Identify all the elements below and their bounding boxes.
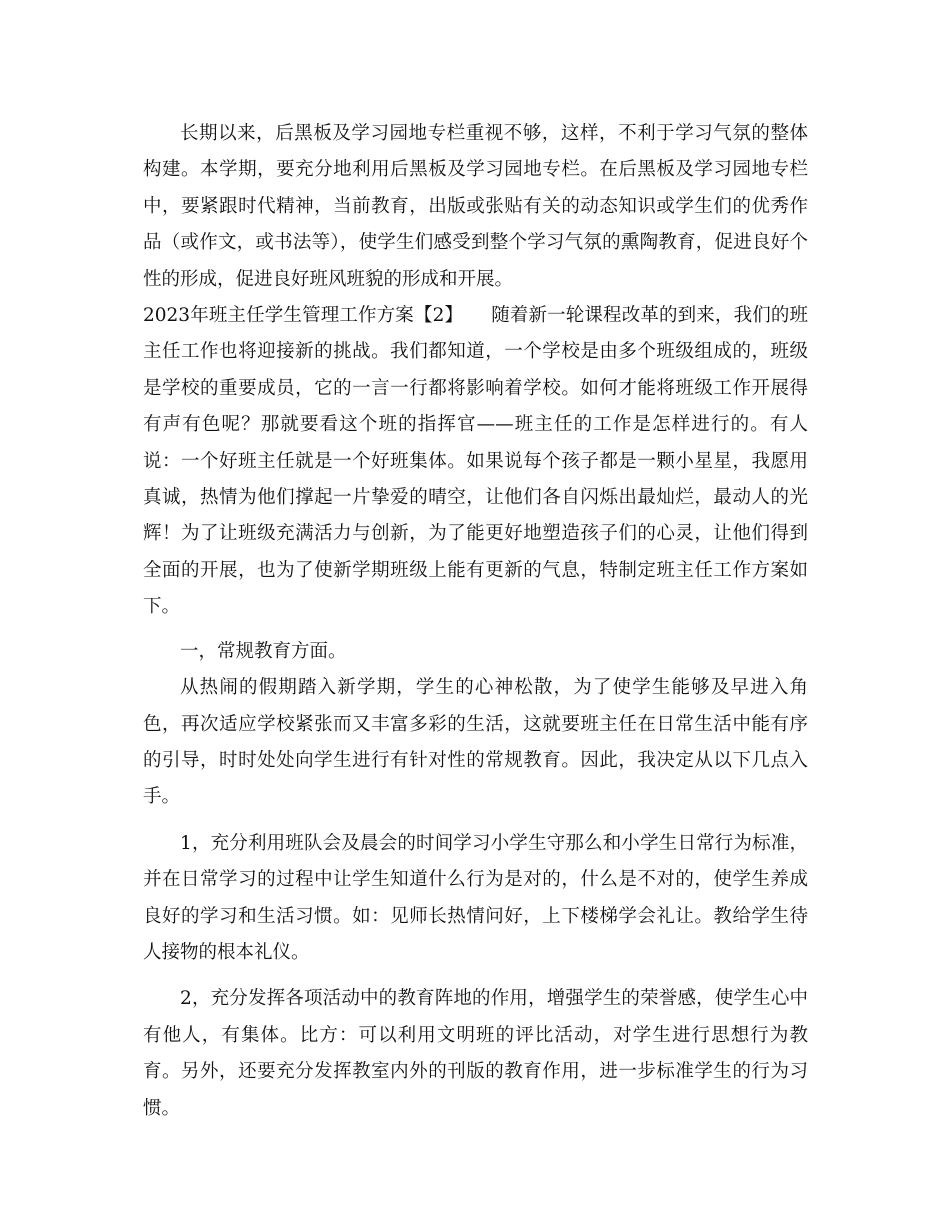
document-body <box>143 116 808 1127</box>
paragraph-plan-intro: 2023年班主任学生管理工作方案【2】 随着新一轮课程改革的到来，我们的班主任工作也将迎接新的挑战。我们都知道，一个学校是由多个班级组成的，班级是学校的重要成员，它的一言一行都将影响着学校。如何才能将班级工作开展得有声有色呢？那就要看这个班的指挥官——班主任的工作是怎样进行的。有人说：一个好班主任就是一个好班集体。如果说每个孩子都是一颗小星星，我愿用真诚，热情为他们撑起一片挚爱的晴空，让他们各自闪烁出最灿烂，最动人的光辉！为了让班级充满活力与创新，为了能更好地塑造孩子们的心灵，让他们得到全面的开展，也为了使新学期班级上能有更新的气息，特制定班主任工作方案如下。 <box>143 305 808 618</box>
paragraph-new-semester: 从热闹的假期踏入新学期，学生的心神松散，为了使学生能够及早进入角色，再次适应学校紧张而又丰富多彩的生活，这就要班主任在日常生活中能有序的引导，时时处处向学生进行有针对性的常规教育。因此，我决定从以下几点入手。 <box>143 677 808 808</box>
paragraph-blackboard-column: 长期以来，后黑板及学习园地专栏重视不够，这样，不利于学习气氛的整体构建。本学期，要充分地利用后黑板及学习园地专栏。在后黑板及学习园地专栏中，要紧跟时代精神，当前教育，出版或张贴有关的动态知识或学生们的优秀作品（或作文，或书法等），使学生们感受到整个学习气氛的熏陶教育，促进良好个性的形成，促进良好班风班貌的形成和开展。 <box>143 123 808 290</box>
paragraph-point-1: 1，充分利用班队会及晨会的时间学习小学生守那么和小学生日常行为标准，并在日常学习的过程中让学生知道什么行为是对的，什么是不对的，使学生养成良好的学习和生活习惯。如：见师长热情问好，上下楼梯学会礼让。教给学生待人接物的根本礼仪。 <box>143 832 808 963</box>
section-heading-routine-education: 一，常规教育方面。 <box>180 640 347 662</box>
paragraph-point-2: 2，充分发挥各项活动中的教育阵地的作用，增强学生的荣誉感，使学生心中有他人，有集体。比方：可以利用文明班的评比活动，对学生进行思想行为教育。另外，还要充分发挥教室内外的刊版的教育作用，进一步标准学生的行为习惯。 <box>143 988 808 1119</box>
